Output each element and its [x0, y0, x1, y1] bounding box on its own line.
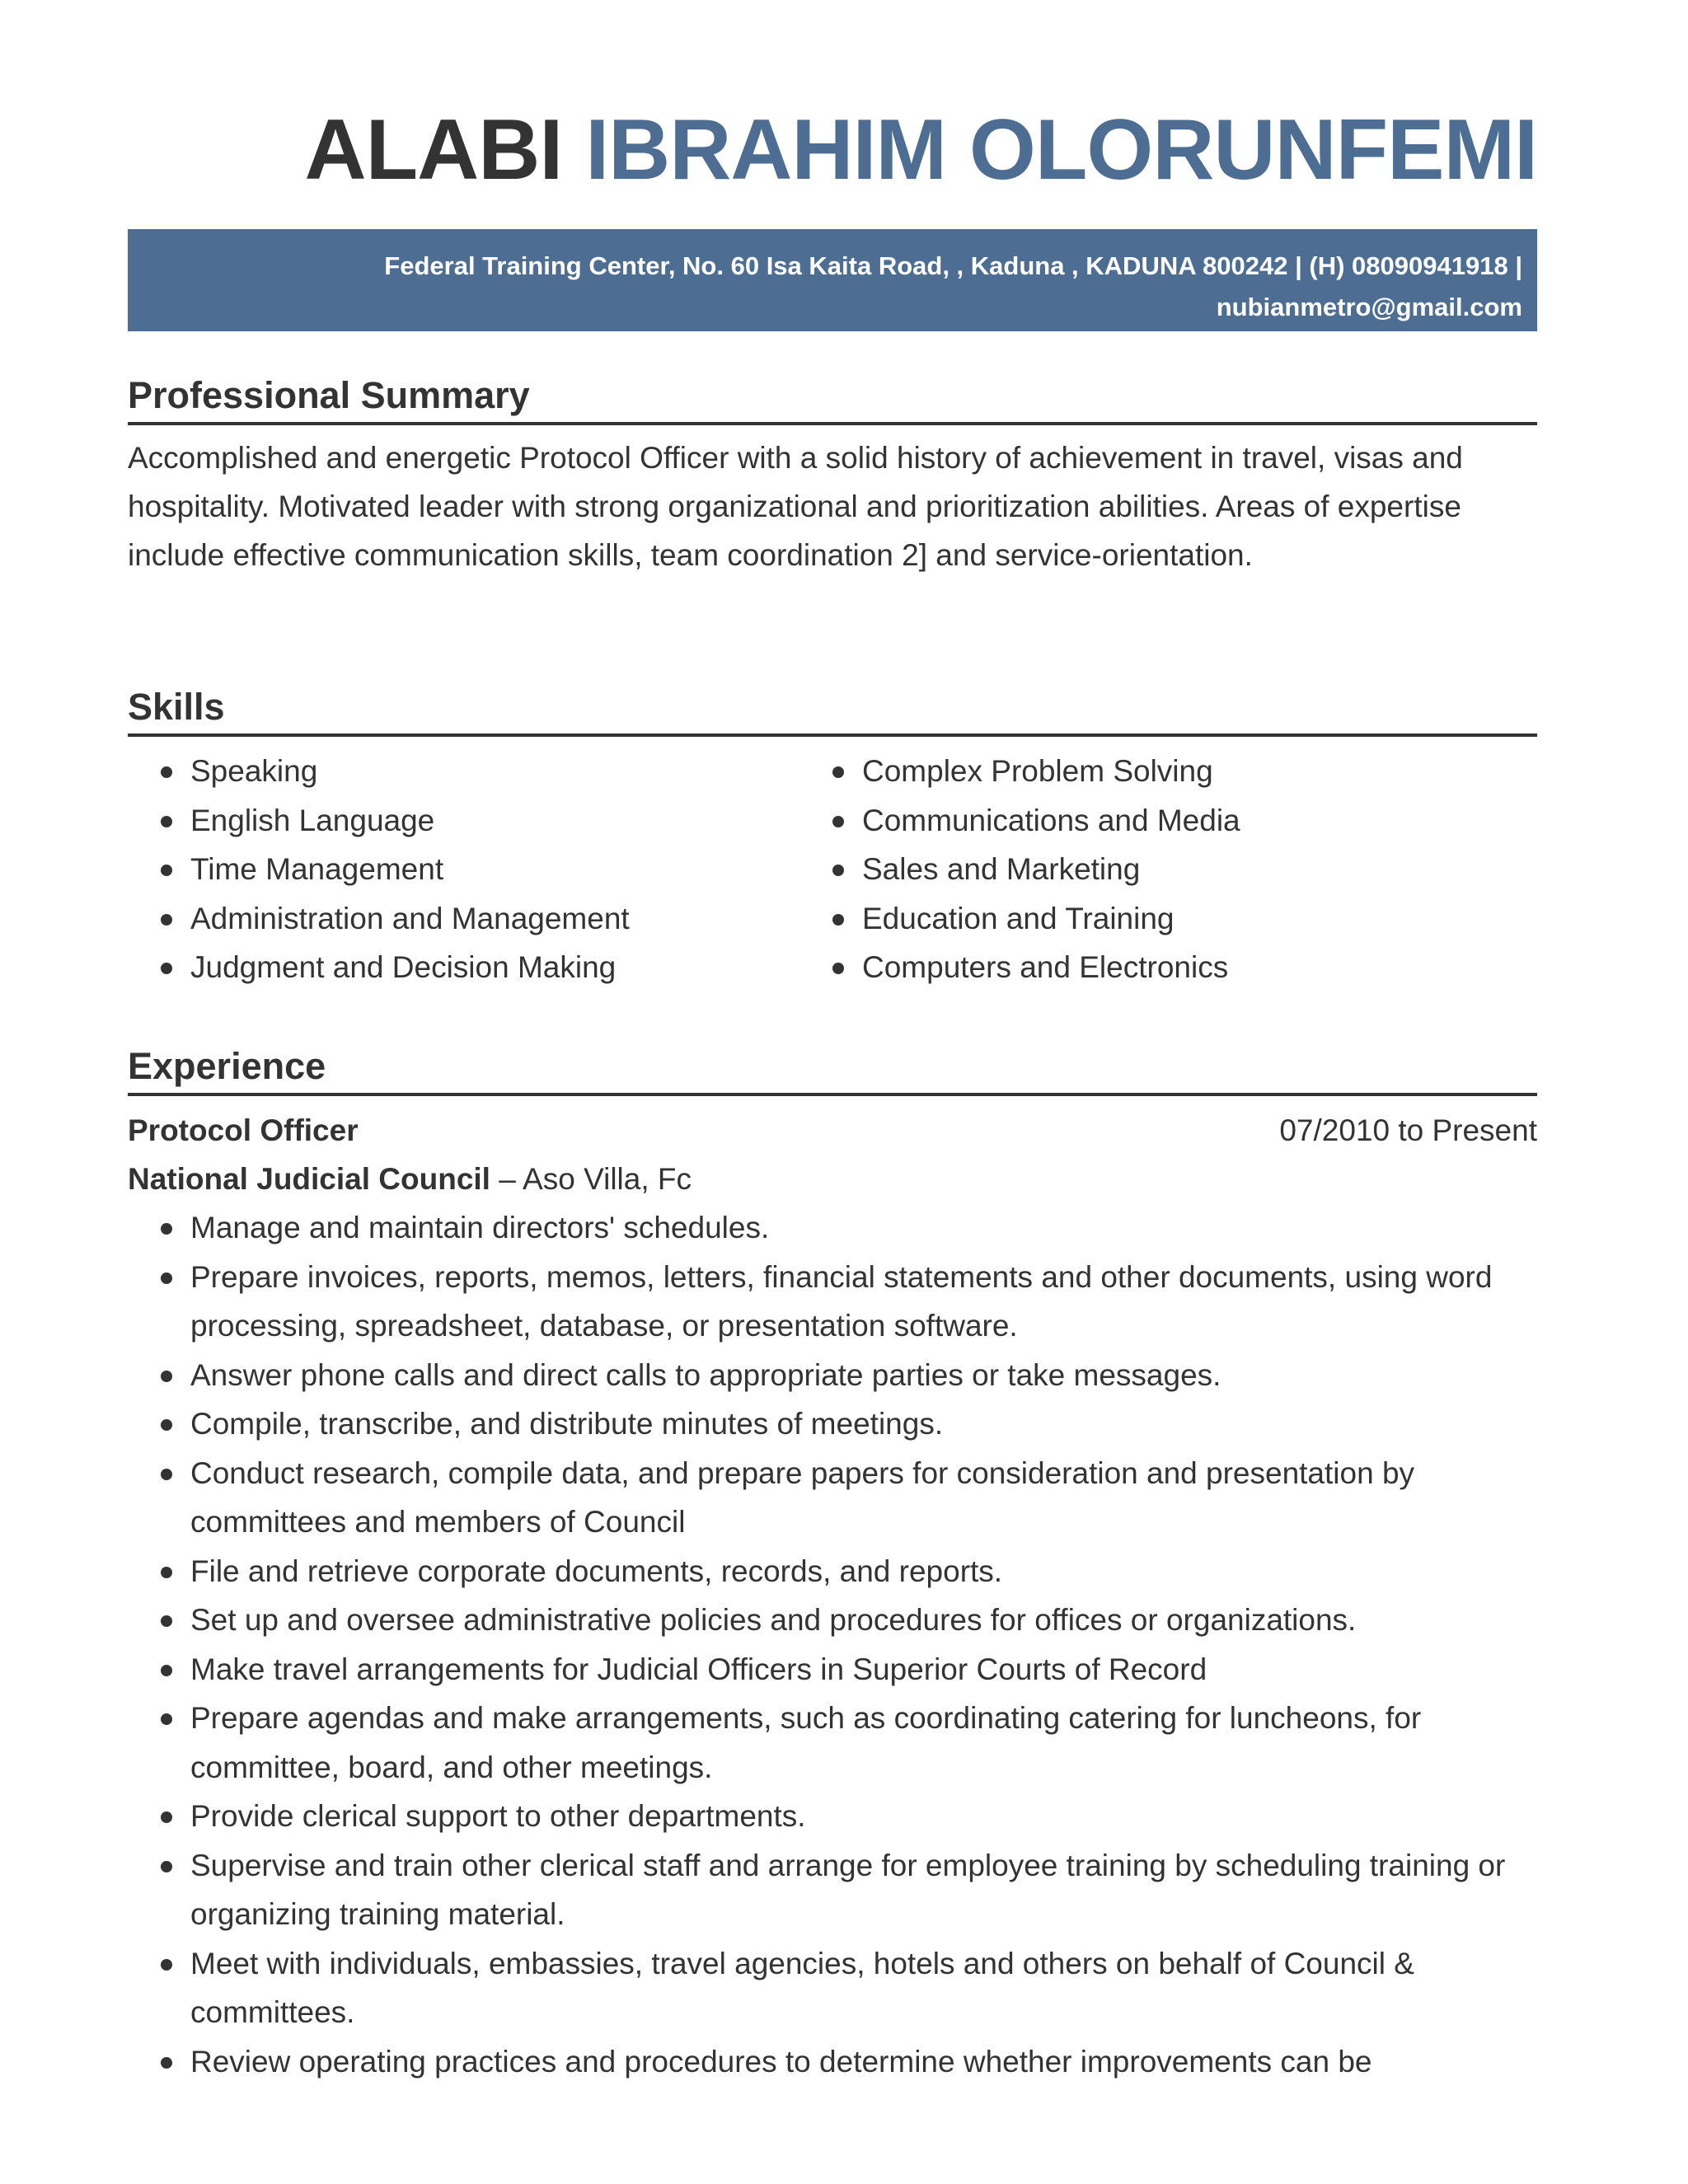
duty-item: Prepare invoices, reports, memos, letters, financial statements and other documents, using word processing, spreadsheet, database, or presentation software. — [161, 1253, 1537, 1351]
duty-item: File and retrieve corporate documents, records, and reports. — [161, 1547, 1537, 1596]
duty-item: Answer phone calls and direct calls to appropriate parties or take messages. — [161, 1351, 1537, 1400]
duty-item: Review operating practices and procedures to determine whether improvements can be — [161, 2037, 1537, 2087]
skill-item: Education and Training — [832, 894, 1492, 944]
duty-item: Conduct research, compile data, and prepare papers for consideration and presentation by committees and members of Council — [161, 1449, 1537, 1547]
skills-column-left — [128, 747, 832, 992]
skill-item: Sales and Marketing — [832, 845, 1492, 894]
job-entry — [128, 1106, 1537, 2086]
duty-item: Manage and maintain directors' schedules. — [161, 1203, 1537, 1253]
job-header — [128, 1106, 1537, 1155]
employer-name: National Judicial Council — [128, 1162, 490, 1196]
duty-item: Prepare agendas and make arrangements, such as coordinating catering for luncheons, for committee, board, and other meetings. — [161, 1694, 1537, 1792]
job-title: Protocol Officer — [128, 1113, 359, 1147]
employer-location: – Aso Villa, Fc — [490, 1162, 692, 1196]
contact-email: nubianmetro@gmail.com — [1216, 293, 1522, 321]
skill-item: Time Management — [161, 845, 832, 894]
first-name: ALABI — [304, 102, 563, 198]
skill-item: Complex Problem Solving — [832, 747, 1492, 796]
duty-item: Provide clerical support to other departments. — [161, 1792, 1537, 1841]
experience-heading: Experience — [128, 1043, 1537, 1096]
skill-item: English Language — [161, 796, 832, 846]
contact-address-phone: Federal Training Center, No. 60 Isa Kaita Road, , Kaduna , KADUNA 800242 | (H) 08090941918 | — [384, 251, 1522, 280]
last-name: IBRAHIM OLORUNFEMI — [585, 102, 1537, 198]
job-dates: 07/2010 to Present — [1279, 1113, 1537, 1147]
contact-bar — [128, 229, 1537, 331]
candidate-name — [304, 102, 1537, 198]
skill-item: Judgment and Decision Making — [161, 943, 832, 992]
skills-column-right — [832, 747, 1492, 992]
summary-heading: Professional Summary — [128, 373, 1537, 425]
skill-item: Speaking — [161, 747, 832, 796]
skill-item: Administration and Management — [161, 894, 832, 944]
duty-item: Supervise and train other clerical staff and arrange for employee training by scheduling training or organizing training material. — [161, 1841, 1537, 1939]
job-employer — [128, 1155, 1537, 1203]
job-duties — [128, 1203, 1537, 2086]
skills-section — [128, 684, 1537, 992]
duty-item: Compile, transcribe, and distribute minutes of meetings. — [161, 1399, 1537, 1449]
experience-section — [128, 1043, 1537, 2086]
duty-item: Set up and oversee administrative policies and procedures for offices or organizations. — [161, 1596, 1537, 1645]
skills-grid — [128, 747, 1537, 992]
skill-item: Computers and Electronics — [832, 943, 1492, 992]
duty-item: Meet with individuals, embassies, travel agencies, hotels and others on behalf of Council & committees. — [161, 1939, 1537, 2037]
duty-item: Make travel arrangements for Judicial Officers in Superior Courts of Record — [161, 1645, 1537, 1694]
summary-section — [128, 373, 1537, 579]
skills-heading: Skills — [128, 684, 1537, 737]
skill-item: Communications and Media — [832, 796, 1492, 846]
summary-text: Accomplished and energetic Protocol Officer with a solid history of achievement in travel, visas and hospitality. Motivated leader with strong organizational and prioritization abilities. Areas of expertise include effective communication skills, team coordination 2] and service-orientation. — [128, 441, 1463, 572]
